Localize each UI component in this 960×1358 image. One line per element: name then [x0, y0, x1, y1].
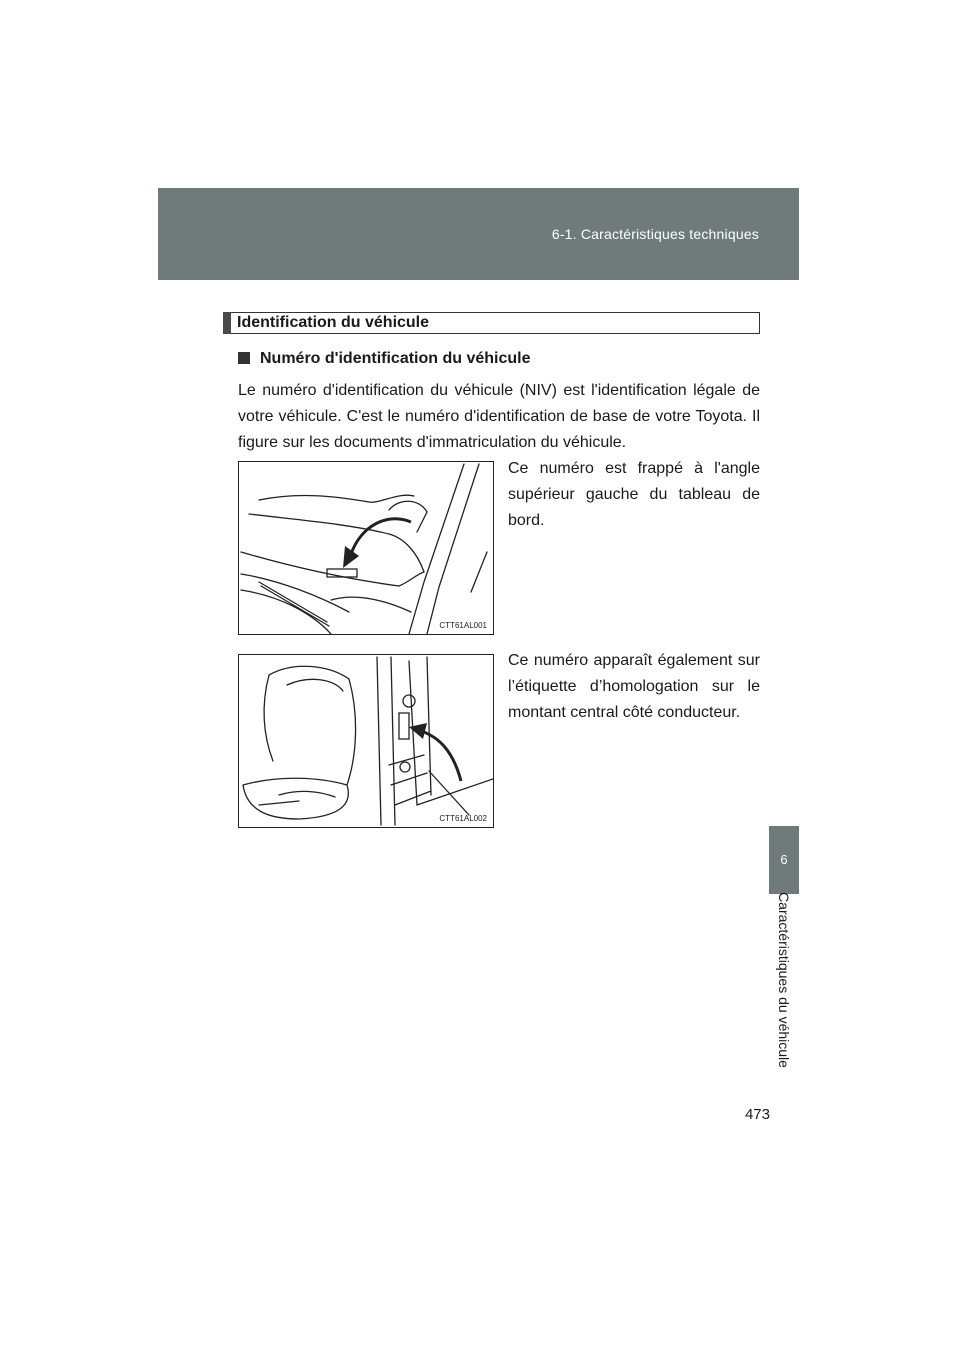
b-pillar-illustration: [239, 655, 493, 827]
body-paragraph: Le numéro d'identification du véhicule (NIV) est l'identification légale de votre véhicule. C'est le numéro d'identification de base de votre Toyota. Il figure sur les documents d'immatriculation du véhicule.: [238, 382, 760, 451]
chapter-number: 6: [780, 852, 788, 867]
subheading: [238, 350, 531, 368]
header-band: [158, 188, 799, 280]
chapter-label: Caractéristiques du véhicule: [776, 892, 792, 1068]
figure-caption: Ce numéro est frappé à l'angle supérieur gauche du tableau de bord.: [508, 460, 760, 529]
header-section-title: 6-1. Caractéristiques techniques: [551, 226, 759, 242]
figure-dashboard: [238, 461, 494, 635]
section-title: Identification du véhicule: [237, 314, 430, 331]
figure-b-pillar: [238, 654, 494, 828]
figure-code: CTT61AL001: [439, 621, 487, 630]
section-heading-bar: [223, 312, 231, 334]
section-heading-box: [223, 312, 760, 334]
figure-code: CTT61AL002: [439, 814, 487, 823]
square-bullet-icon: [238, 352, 250, 364]
dashboard-illustration: [239, 462, 493, 634]
subheading-text: Numéro d'identification du véhicule: [260, 350, 531, 367]
figure-caption: Ce numéro apparaît également sur l’étiquette d’homologation sur le montant central côté conducteur.: [508, 652, 760, 721]
page-number: 473: [744, 1106, 770, 1123]
chapter-tab: [769, 826, 799, 894]
